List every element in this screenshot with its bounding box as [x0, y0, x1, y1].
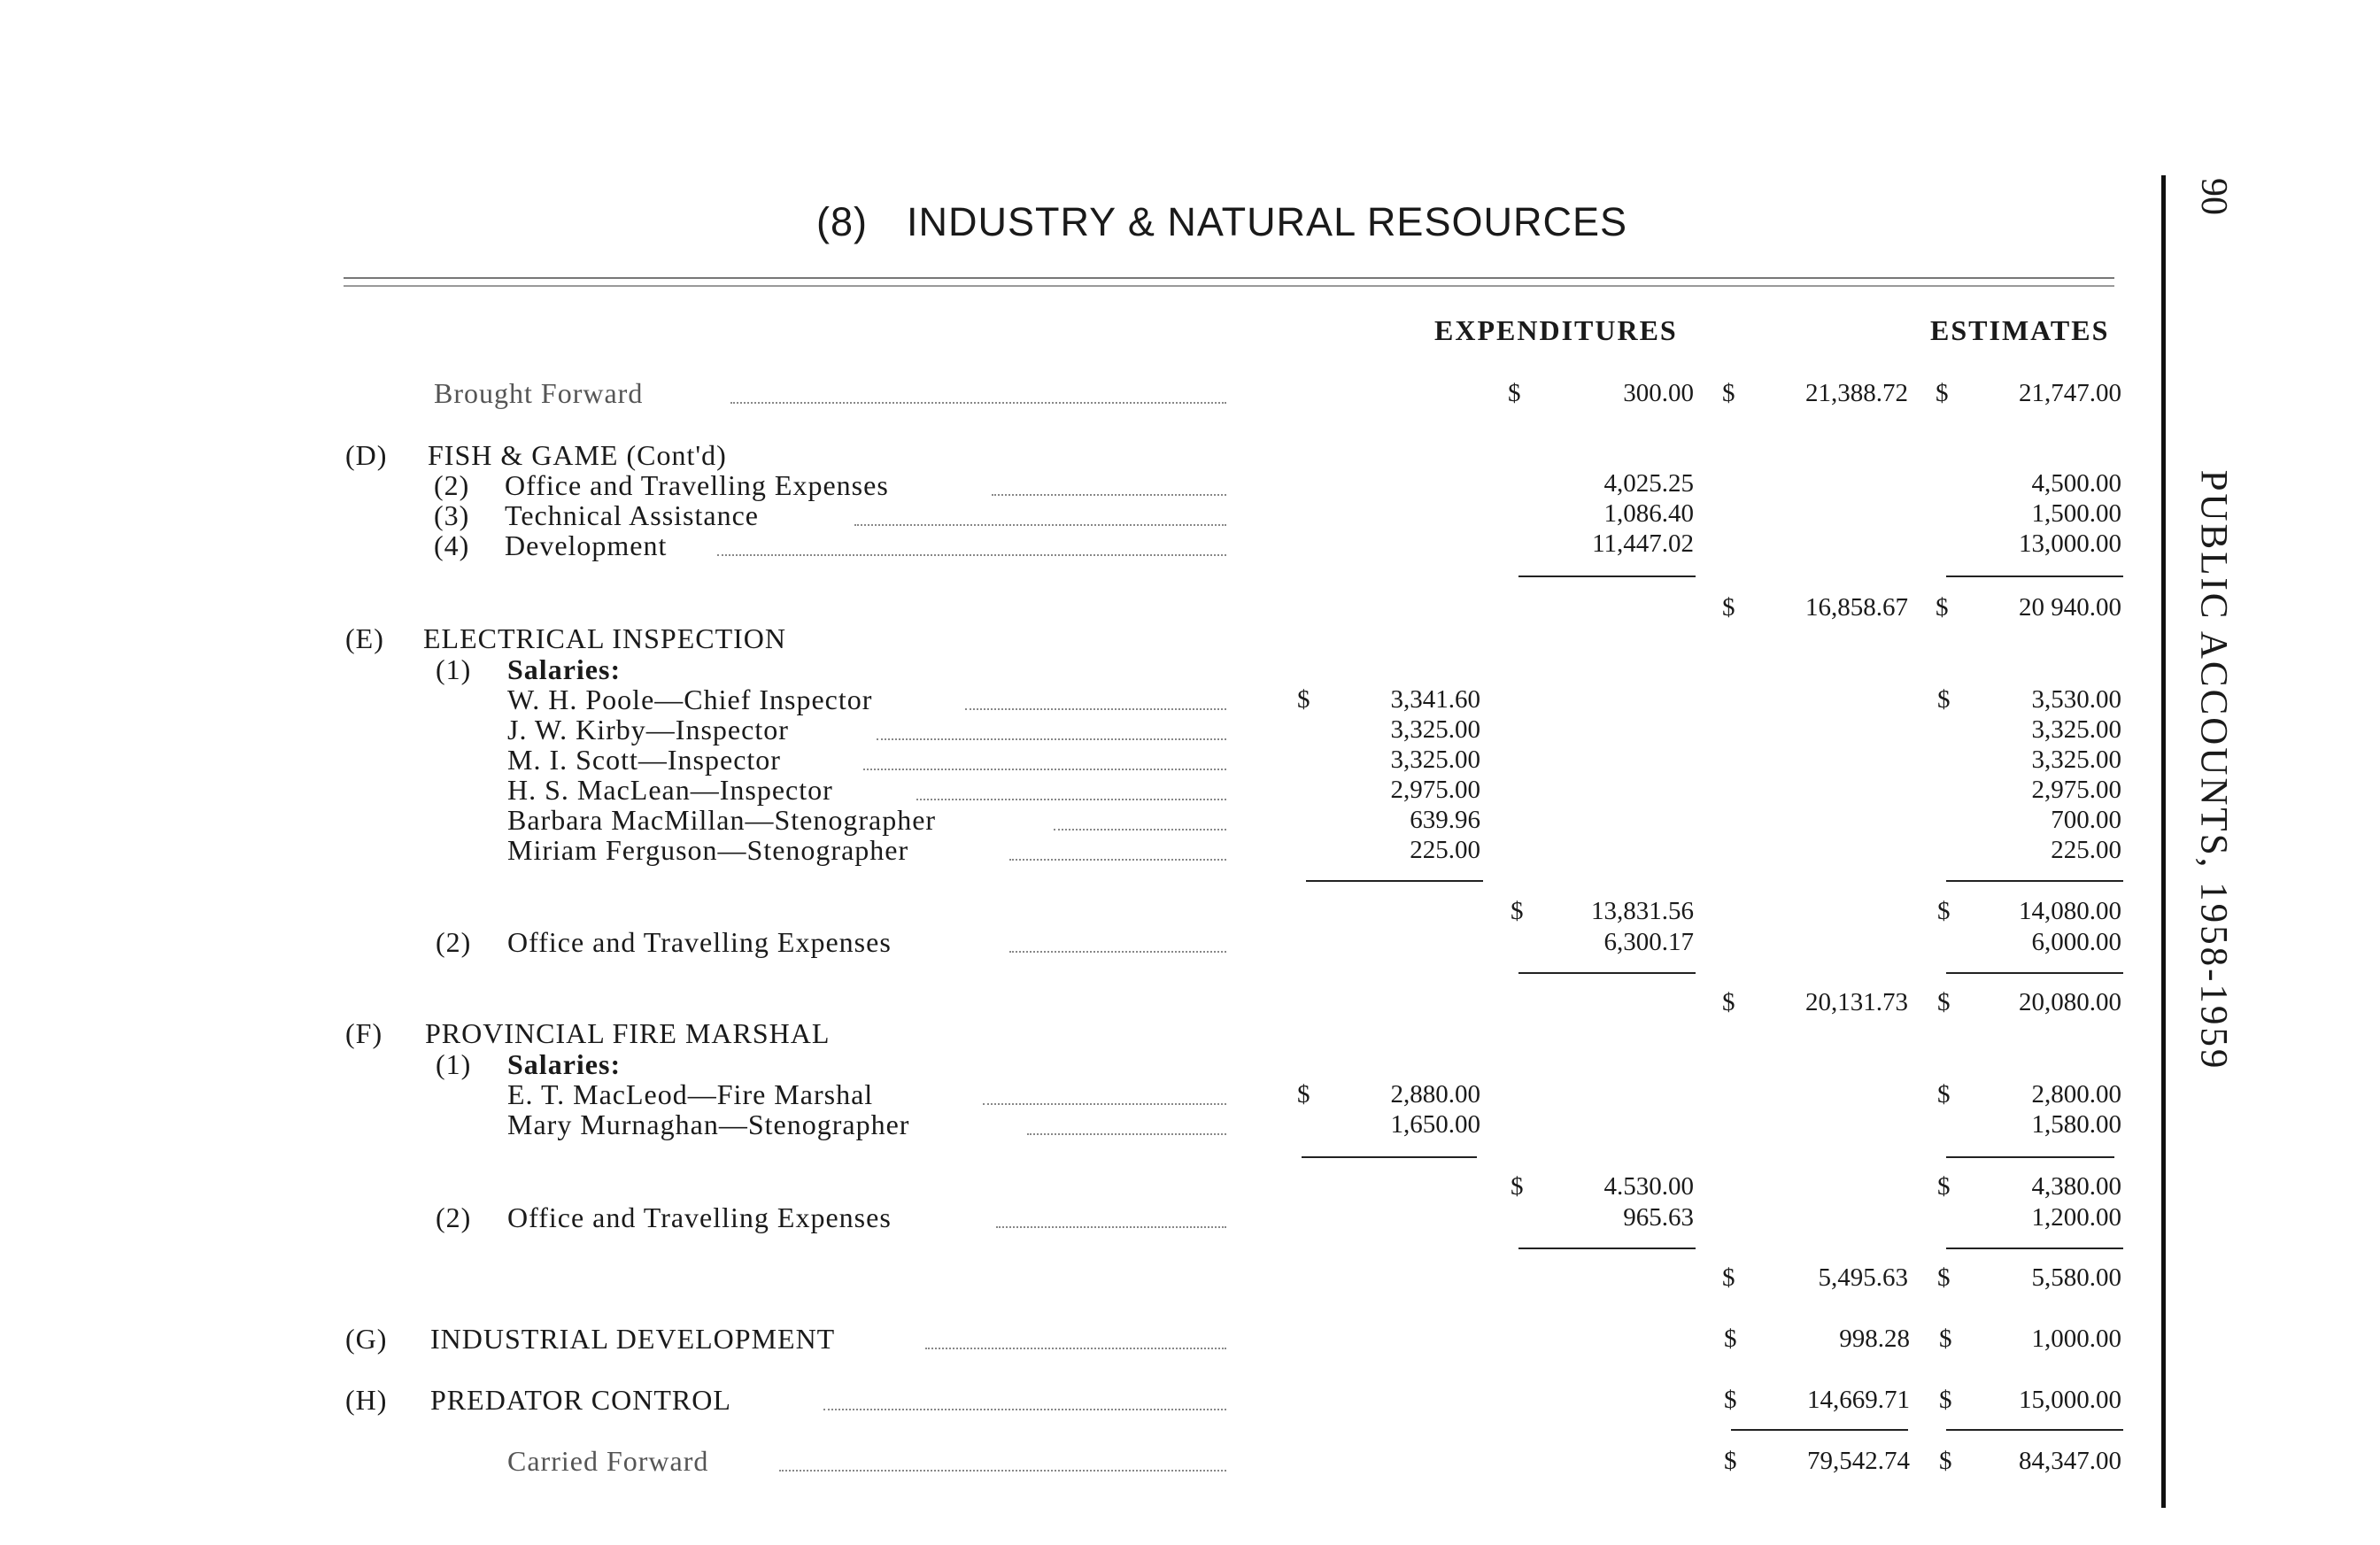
estimates-header: ESTIMATES [1930, 314, 2110, 346]
leader-dots [717, 554, 1226, 556]
subtotal-rule [1731, 1429, 1908, 1431]
staff-name: Barbara MacMillan—Stenographer [507, 804, 937, 836]
running-title: PUBLIC ACCOUNTS, 1958-1959 [2192, 469, 2235, 1071]
item-expenditure: 11,447.02 [1592, 529, 1694, 558]
dollar-sign: $ [1936, 379, 1949, 407]
predator-estimate: 15,000.00 [2019, 1386, 2121, 1414]
leader-dots [863, 769, 1226, 770]
margin-rule [2161, 175, 2166, 1508]
dollar-sign: $ [1939, 1386, 1952, 1414]
item-label: Office and Travelling Expenses [507, 1201, 892, 1233]
subtotal-rule [1302, 1156, 1477, 1158]
dollar-sign: $ [1511, 1172, 1524, 1201]
item-label: Technical Assistance [505, 499, 759, 531]
subtotal-rule [1946, 880, 2123, 882]
salaries-heading: Salaries: [507, 653, 622, 685]
section-letter-h: (H) [345, 1384, 388, 1416]
item-estimate: 13,000.00 [2019, 529, 2121, 558]
dollar-sign: $ [1722, 1263, 1735, 1292]
dollar-sign: $ [1724, 1386, 1737, 1414]
brought-forward-expenditure: 300.00 [1623, 379, 1694, 407]
leader-dots [965, 708, 1226, 710]
subtotal-rule [1306, 880, 1483, 882]
subtotal-rule [1946, 1248, 2123, 1249]
staff-estimate: 225.00 [2051, 836, 2121, 864]
predator-heading: PREDATOR CONTROL [430, 1384, 731, 1416]
item-number: (2) [434, 469, 470, 501]
office-expenditure: 6,300.17 [1603, 928, 1694, 956]
leader-dots [877, 738, 1226, 740]
dollar-sign: $ [1722, 988, 1735, 1016]
staff-salary: 3,325.00 [1390, 745, 1480, 774]
subtotal-rule [1946, 972, 2123, 974]
carried-forward-estimate: 84,347.00 [2019, 1447, 2121, 1475]
dollar-sign: $ [1722, 379, 1735, 407]
leader-dots [1009, 951, 1226, 953]
staff-estimate: 2,975.00 [2031, 776, 2121, 804]
electrical-total: 20,131.73 [1805, 988, 1908, 1016]
carried-forward-label: Carried Forward [507, 1445, 709, 1477]
item-expenditure: 4,025.25 [1603, 469, 1694, 498]
leader-dots [983, 1103, 1226, 1105]
subtotal-rule [1946, 576, 2123, 577]
office-estimate: 1,200.00 [2031, 1203, 2121, 1232]
staff-salary: 3,325.00 [1390, 715, 1480, 744]
staff-estimate: 700.00 [2051, 806, 2121, 834]
dollar-sign: $ [1939, 1447, 1952, 1475]
staff-salary: 3,341.60 [1390, 685, 1480, 714]
page-title [816, 199, 1627, 245]
subtotal-rule [1518, 972, 1696, 974]
fish-game-total: 16,858.67 [1805, 593, 1908, 622]
subtotal-rule [1518, 1248, 1696, 1249]
dollar-sign: $ [1724, 1447, 1737, 1475]
dollar-sign: $ [1937, 1080, 1951, 1109]
item-number: (3) [434, 499, 470, 531]
dollar-sign: $ [1297, 685, 1310, 714]
salaries-subtotal: 4.530.00 [1603, 1172, 1694, 1201]
dollar-sign: $ [1297, 1080, 1310, 1109]
staff-estimate: 3,325.00 [2031, 745, 2121, 774]
dollar-sign: $ [1937, 685, 1951, 714]
item-label: Office and Travelling Expenses [505, 469, 889, 501]
item-number: (2) [436, 1201, 472, 1233]
page-number: 90 [2193, 178, 2234, 215]
staff-name: Miriam Ferguson—Stenographer [507, 834, 909, 866]
dollar-sign: $ [1937, 1263, 1951, 1292]
brought-forward-label: Brought Forward [434, 377, 644, 409]
title-rule-bottom [344, 285, 2114, 287]
dollar-sign: $ [1508, 379, 1521, 407]
dollar-sign: $ [1939, 1325, 1952, 1353]
brought-forward-total: 21,388.72 [1805, 379, 1908, 407]
leader-dots [730, 402, 1226, 404]
office-estimate: 6,000.00 [2031, 928, 2121, 956]
fire-marshal-total: 5,495.63 [1818, 1263, 1908, 1292]
leader-dots [925, 1348, 1226, 1349]
item-estimate: 4,500.00 [2031, 469, 2121, 498]
leader-dots [992, 494, 1226, 496]
salaries-estimate-subtotal: 4,380.00 [2031, 1172, 2121, 1201]
leader-dots [1054, 829, 1226, 830]
predator-total: 14,669.71 [1807, 1386, 1910, 1414]
staff-name: J. W. Kirby—Inspector [507, 714, 789, 745]
leader-dots [779, 1470, 1226, 1472]
staff-name: E. T. MacLeod—Fire Marshal [507, 1078, 874, 1110]
electrical-estimate-total: 20,080.00 [2019, 988, 2121, 1016]
section-letter-f: (F) [345, 1017, 383, 1049]
item-number: (1) [436, 1048, 472, 1080]
subtotal-rule [1518, 576, 1696, 577]
staff-estimate: 3,325.00 [2031, 715, 2121, 744]
item-number: (2) [436, 926, 472, 958]
fish-game-heading: FISH & GAME (Cont'd) [428, 439, 727, 471]
dollar-sign: $ [1724, 1325, 1737, 1353]
section-title: INDUSTRY & NATURAL RESOURCES [907, 199, 1627, 244]
section-number: (8) [816, 199, 868, 244]
brought-forward-estimate: 21,747.00 [2019, 379, 2121, 407]
fire-marshal-estimate-total: 5,580.00 [2031, 1263, 2121, 1292]
staff-name: W. H. Poole—Chief Inspector [507, 684, 873, 715]
leader-dots [854, 524, 1226, 526]
dollar-sign: $ [1937, 1172, 1951, 1201]
dollar-sign: $ [1937, 988, 1951, 1016]
expenditures-header: EXPENDITURES [1434, 314, 1678, 346]
salaries-heading: Salaries: [507, 1048, 622, 1080]
staff-name: Mary Murnaghan—Stenographer [507, 1109, 910, 1140]
item-number: (4) [434, 529, 470, 561]
staff-salary: 1,650.00 [1390, 1110, 1480, 1139]
staff-name: H. S. MacLean—Inspector [507, 774, 833, 806]
leader-dots [1009, 859, 1226, 861]
industrial-total: 998.28 [1839, 1325, 1910, 1353]
fire-marshal-heading: PROVINCIAL FIRE MARSHAL [425, 1017, 831, 1049]
item-label: Development [505, 529, 668, 561]
item-expenditure: 1,086.40 [1603, 499, 1694, 528]
title-rule-top [344, 277, 2114, 279]
subtotal-rule [1946, 1156, 2114, 1158]
leader-dots [1027, 1133, 1226, 1135]
fish-game-estimate-total: 20 940.00 [2019, 593, 2121, 622]
staff-salary: 2,975.00 [1390, 776, 1480, 804]
dollar-sign: $ [1511, 897, 1524, 925]
staff-salary: 639.96 [1410, 806, 1480, 834]
industrial-estimate: 1,000.00 [2031, 1325, 2121, 1353]
dollar-sign: $ [1937, 897, 1951, 925]
item-estimate: 1,500.00 [2031, 499, 2121, 528]
leader-dots [823, 1409, 1226, 1410]
staff-salary: 225.00 [1410, 836, 1480, 864]
section-letter-e: (E) [345, 622, 384, 654]
staff-estimate: 2,800.00 [2031, 1080, 2121, 1109]
item-number: (1) [436, 653, 472, 685]
leader-dots [996, 1226, 1226, 1228]
staff-estimate: 3,530.00 [2031, 685, 2121, 714]
staff-salary: 2,880.00 [1390, 1080, 1480, 1109]
carried-forward-total: 79,542.74 [1807, 1447, 1910, 1475]
staff-name: M. I. Scott—Inspector [507, 744, 781, 776]
section-letter-g: (G) [345, 1323, 388, 1355]
subtotal-rule [1946, 1429, 2123, 1431]
dollar-sign: $ [1722, 593, 1735, 622]
item-label: Office and Travelling Expenses [507, 926, 892, 958]
salaries-subtotal: 13,831.56 [1591, 897, 1694, 925]
dollar-sign: $ [1936, 593, 1949, 622]
staff-estimate: 1,580.00 [2031, 1110, 2121, 1139]
section-letter-d: (D) [345, 439, 388, 471]
industrial-heading: INDUSTRIAL DEVELOPMENT [430, 1323, 836, 1355]
leader-dots [916, 799, 1226, 800]
salaries-estimate-subtotal: 14,080.00 [2019, 897, 2121, 925]
office-expenditure: 965.63 [1623, 1203, 1694, 1232]
electrical-heading: ELECTRICAL INSPECTION [423, 622, 787, 654]
